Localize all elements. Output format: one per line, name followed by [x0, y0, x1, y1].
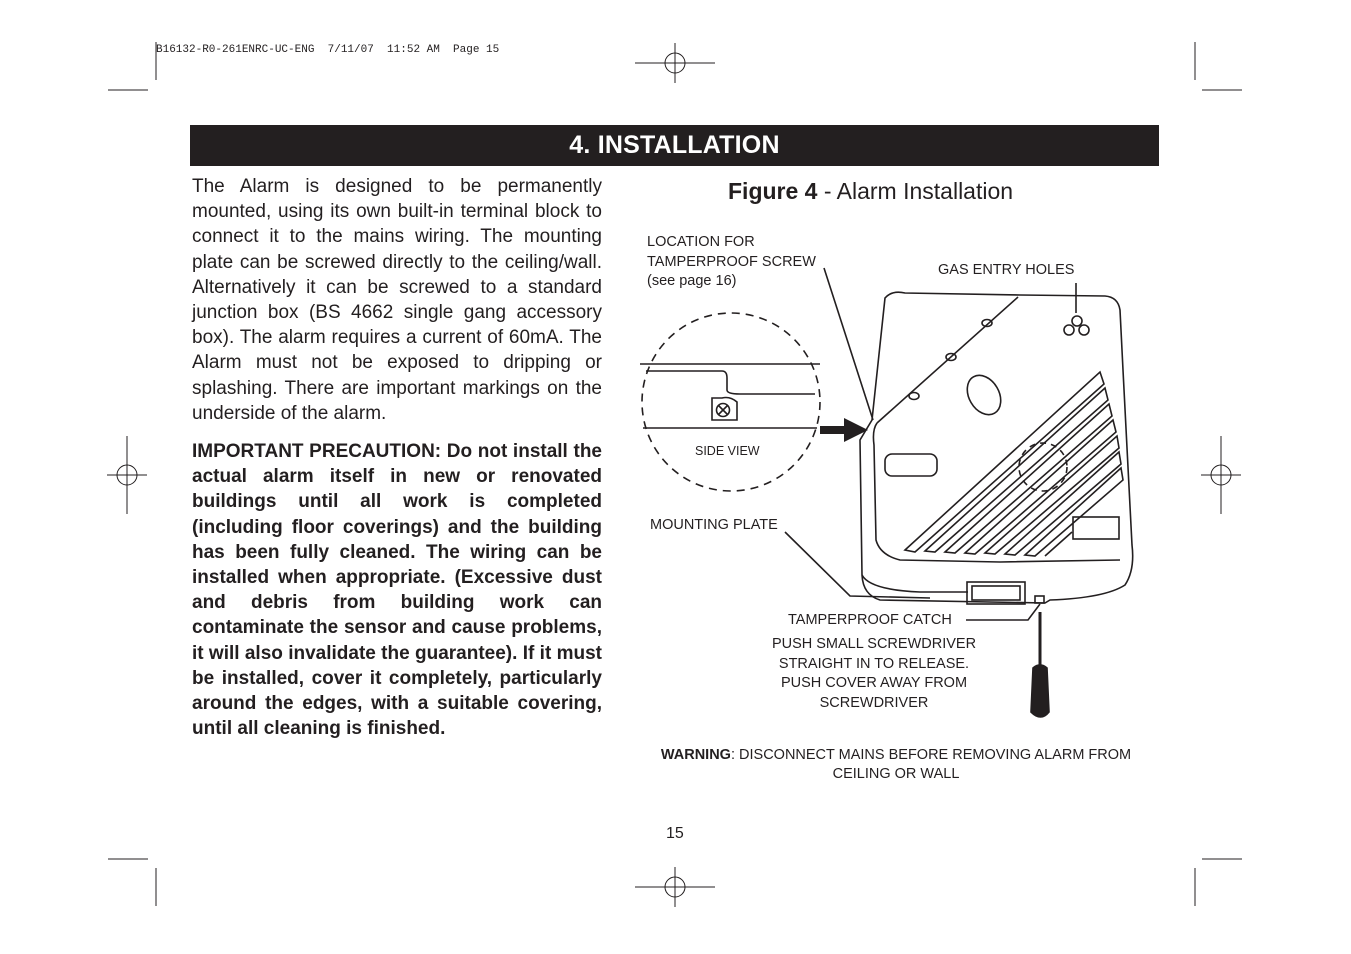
section-title: 4. INSTALLATION	[569, 131, 780, 159]
warning-text: : DISCONNECT MAINS BEFORE REMOVING ALARM FROM CEILING OR WALL	[730, 747, 1132, 782]
side-view-circle	[642, 313, 820, 491]
screwdriver-instructions: PUSH SMALL SCREWDRIVER STRAIGHT IN TO RELEASE. PUSH COVER AWAY FROM SCREWDRIVER	[771, 636, 977, 711]
tamperproof-catch-label: TAMPERPROOF CATCH	[788, 612, 952, 628]
side-view-label: SIDE VIEW	[695, 444, 760, 458]
print-slug: B16132-R0-261ENRC-UC-ENG 7/11/07 11:52 AM Page 15	[156, 44, 500, 56]
warning-label: WARNING	[660, 747, 731, 763]
intro-paragraph: The Alarm is designed to be permanently mounted, using its own built-in terminal block to connect it to the mains wiring. The mounting plate can be screwed directly to the ceiling/wall. Alternatively it can be screwed to a standard junction box (BS 4662 single gang accessory box). The alarm requires a current of 60mA. The Alarm must not be exposed to dripping or splashing. There are important markings on the underside of the alarm.	[192, 176, 602, 424]
warning-note	[641, 746, 1151, 784]
figure-caption: - Alarm Installation	[817, 178, 1014, 204]
screw-location-label: LOCATION FOR TAMPERPROOF SCREW (see page 16)	[647, 234, 816, 289]
gas-entry-label: GAS ENTRY HOLES	[938, 262, 1075, 278]
precaution-paragraph: IMPORTANT PRECAUTION: Do not install the actual alarm itself in new or renovated buildings until all work is completed (including floor coverings) and the building has been fully cleaned. The wiring can be installed when appropriate. (Excessive dust and debris from building work can contaminate the sensor and cause problems, it will also invalidate the guarantee). If it must be installed, cover it completely, particularly around the edges, with a suitable covering, until all cleaning is finished.	[192, 441, 602, 740]
figure-number: Figure 4	[728, 178, 818, 204]
page-number: 15	[666, 825, 684, 842]
mounting-plate-label: MOUNTING PLATE	[650, 517, 778, 533]
